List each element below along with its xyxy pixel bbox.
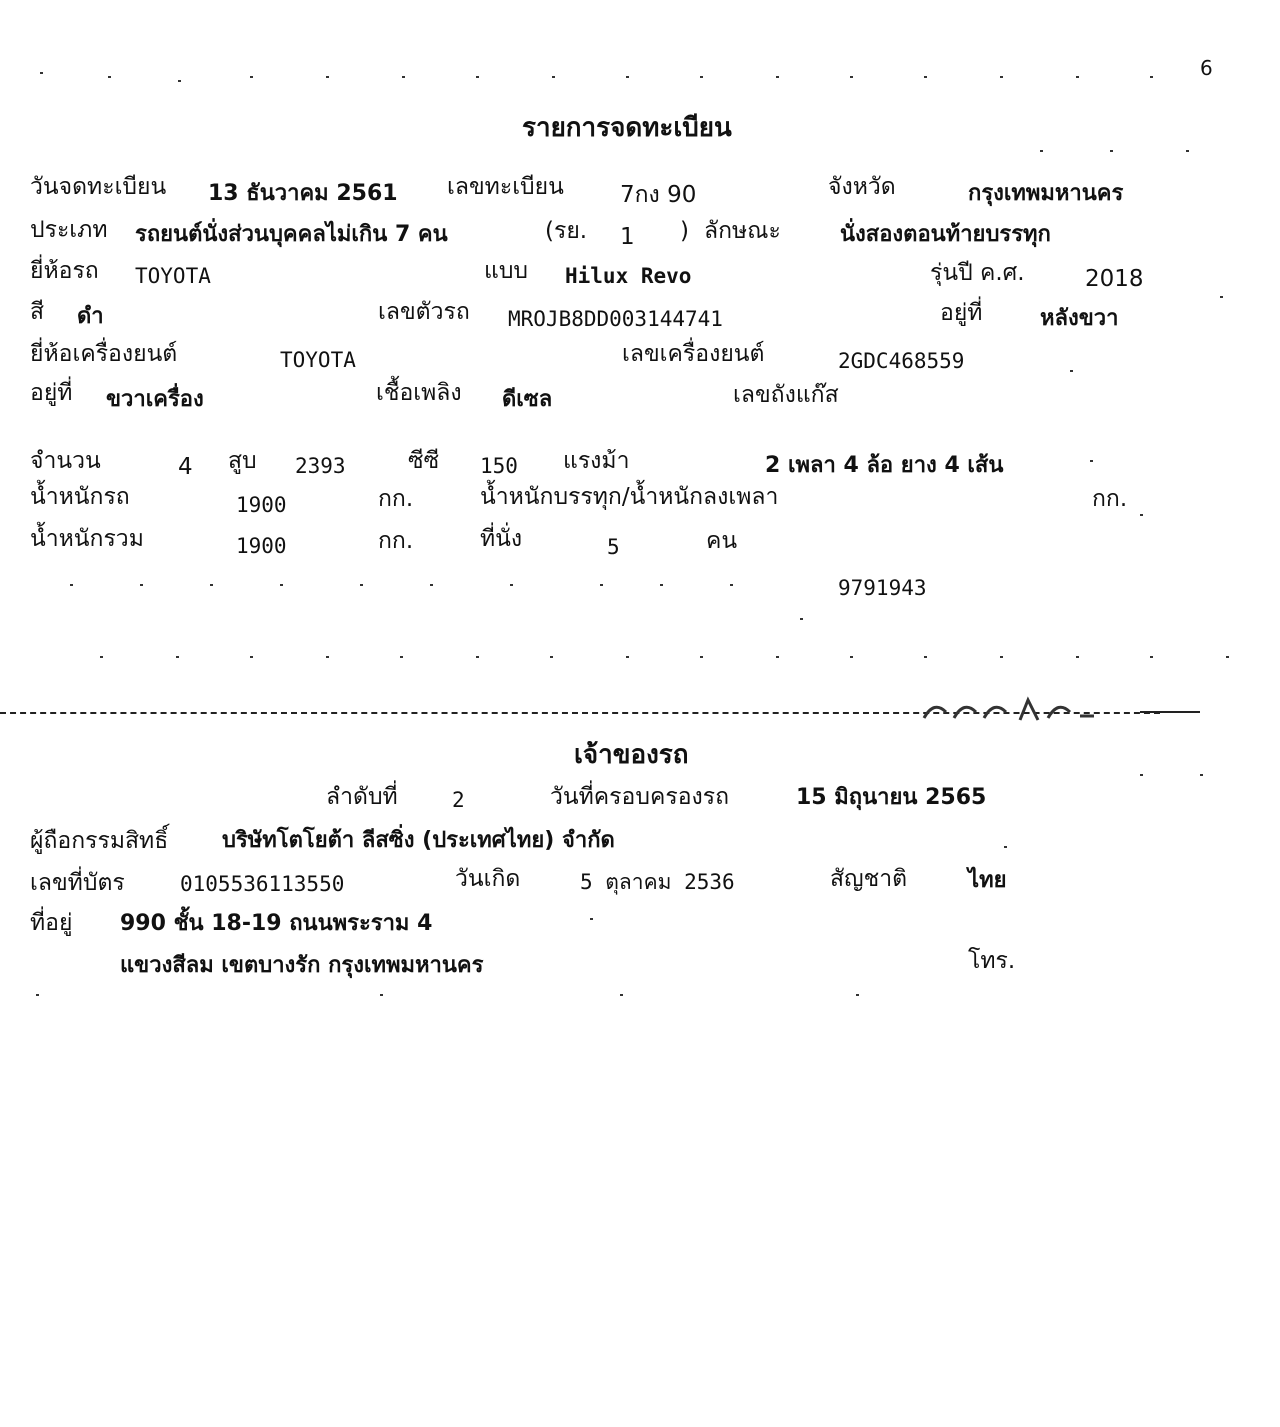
scan-speck [776,656,779,658]
scan-speck [1220,296,1223,298]
scan-speck [100,656,103,658]
scan-speck [1070,370,1073,372]
scan-speck [924,656,927,658]
scan-speck [552,76,555,78]
scan-speck [326,656,329,658]
code-prefix: (รย. [545,218,588,244]
holder-value: บริษัทโตโยต้า ลีสซิ่ง (ประเทศไทย) จำกัด [222,828,615,853]
scan-speck [176,656,179,658]
scan-speck [402,76,405,78]
phone-label: โทร. [968,948,1016,974]
scan-speck [1226,656,1229,658]
scan-speck [178,80,181,82]
load-unit: กก. [1092,486,1128,512]
page-number: 6 [1200,56,1213,80]
scan-speck [360,584,363,586]
scan-speck [626,656,629,658]
total-weight-unit: กก. [378,528,414,554]
scan-speck [1004,846,1007,848]
year-label: รุ่นปี ค.ศ. [930,260,1025,286]
scan-speck [476,76,479,78]
scan-speck [1076,656,1079,658]
count-value: 4 [178,454,193,480]
scan-speck [600,584,603,586]
weight-unit: กก. [378,486,414,512]
engine-brand-label: ยี่ห้อเครื่องยนต์ [30,341,178,367]
scan-speck [40,72,43,74]
scan-speck [70,584,73,586]
scan-speck [280,584,283,586]
scan-speck [1140,514,1143,516]
brand-value: TOYOTA [135,264,211,288]
chassis-label: เลขตัวรถ [378,299,470,325]
color-value: ดำ [77,304,104,329]
nationality-label: สัญชาติ [830,866,908,892]
order-label: ลำดับที่ [326,784,398,810]
scan-speck [700,76,703,78]
fuel-value: ดีเซล [502,387,553,412]
reg-date-label: วันจดทะเบียน [30,174,167,200]
scan-speck [108,76,111,78]
count-label: จำนวน [30,448,101,474]
province-label: จังหวัด [828,174,896,200]
total-weight-value: 1900 [236,534,287,558]
scan-speck [620,994,623,996]
seats-value: 5 [607,535,620,559]
hp-value: 150 [480,454,518,478]
weight-label: น้ำหนักรถ [30,484,130,510]
scan-speck [924,76,927,78]
color-label: สี [30,299,45,325]
type-label: ประเภท [30,217,108,243]
scan-speck [1200,774,1203,776]
total-weight-label: น้ำหนักรวม [30,526,144,552]
scan-speck [1000,76,1003,78]
smudged-mark [920,694,1110,736]
owner-title: เจ้าของรถ [574,740,689,770]
chassis-value: MROJB8DD003144741 [508,307,723,331]
possession-label: วันที่ครอบครองรถ [550,784,730,810]
scan-speck [550,656,553,658]
engine-no-value: 2GDC468559 [838,349,965,373]
reg-no-label: เลขทะเบียน [447,174,564,200]
scan-speck [1090,460,1093,462]
engine-location-value: ขวาเครื่อง [106,387,204,412]
engine-location-label: อยู่ที่ [30,380,73,406]
scan-speck [380,994,383,996]
possession-value: 15 มิถุนายน 2565 [796,785,987,810]
divider-tail [1140,711,1200,713]
scan-speck [250,76,253,78]
model-value: Hilux Revo [565,264,692,288]
scan-speck [626,76,629,78]
model-label: แบบ [484,258,529,284]
hp-label: แรงม้า [563,448,630,474]
document-number: 9791943 [838,576,927,600]
scan-speck [1140,774,1143,776]
nationality-value: ไทย [968,868,1007,893]
code-value: 1 [620,224,635,250]
scan-speck [1186,150,1189,152]
character-value: นั่งสองตอนท้ายบรรทุก [840,222,1051,247]
scan-speck [1076,76,1079,78]
scan-speck [1040,150,1043,152]
scan-speck [1110,150,1113,152]
scan-speck [1150,76,1153,78]
scan-speck [776,76,779,78]
scan-speck [660,584,663,586]
scan-speck [1150,656,1153,658]
id-card-label: เลขที่บัตร [30,870,125,896]
engine-no-label: เลขเครื่องยนต์ [622,341,765,367]
load-label: น้ำหนักบรรทุก/น้ำหนักลงเพลา [480,484,779,510]
cc-value: 2393 [295,454,346,478]
axle-text: 2 เพลา 4 ล้อ ยาง 4 เส้น [765,453,1004,478]
reg-no-value: 7กง 90 [620,182,697,208]
year-value: 2018 [1085,266,1144,292]
scan-speck [730,584,733,586]
seats-unit: คน [706,528,738,554]
scan-speck [590,918,593,920]
weight-value: 1900 [236,493,287,517]
id-card-value: 0105536113550 [180,872,345,896]
scan-speck [140,584,143,586]
code-suffix: ) [680,218,689,244]
scan-speck [210,584,213,586]
reg-date-value: 13 ธันวาคม 2561 [208,181,398,206]
brand-label: ยี่ห้อรถ [30,258,99,284]
order-value: 2 [452,788,465,812]
scan-speck [856,994,859,996]
type-value: รถยนต์นั่งส่วนบุคคลไม่เกิน 7 คน [135,222,448,247]
chassis-location-label: อยู่ที่ [940,300,983,326]
character-label: ลักษณะ [704,218,781,244]
chassis-location-value: หลังขวา [1040,306,1119,331]
cc-label: ซีซี [408,448,440,474]
address-label: ที่อยู่ [30,910,73,936]
scan-speck [510,584,513,586]
address-line-2: แขวงสีลม เขตบางรัก กรุงเทพมหานคร [120,953,484,978]
engine-brand-value: TOYOTA [280,348,356,372]
seats-label: ที่นั่ง [480,526,523,552]
holder-label: ผู้ถือกรรมสิทธิ์ [30,828,169,854]
address-line-1: 990 ชั้น 18-19 ถนนพระราม 4 [120,911,433,936]
gas-tank-label: เลขถังแก๊ส [733,382,839,408]
birth-value: 5 ตุลาคม 2536 [580,870,735,894]
scan-speck [326,76,329,78]
scan-speck [700,656,703,658]
province-value: กรุงเทพมหานคร [968,181,1124,206]
scan-speck [250,656,253,658]
scan-speck [850,76,853,78]
scan-speck [36,994,39,996]
smudge-mark [920,694,1110,728]
scan-speck [850,656,853,658]
scan-speck [800,618,803,620]
fuel-label: เชื้อเพลิง [376,380,462,406]
scan-speck [1000,656,1003,658]
scan-speck [476,656,479,658]
scan-speck [400,656,403,658]
registration-title: รายการจดทะเบียน [522,113,732,143]
birth-label: วันเกิด [455,866,521,892]
cylinder-label: สูบ [228,448,257,474]
scan-speck [430,584,433,586]
